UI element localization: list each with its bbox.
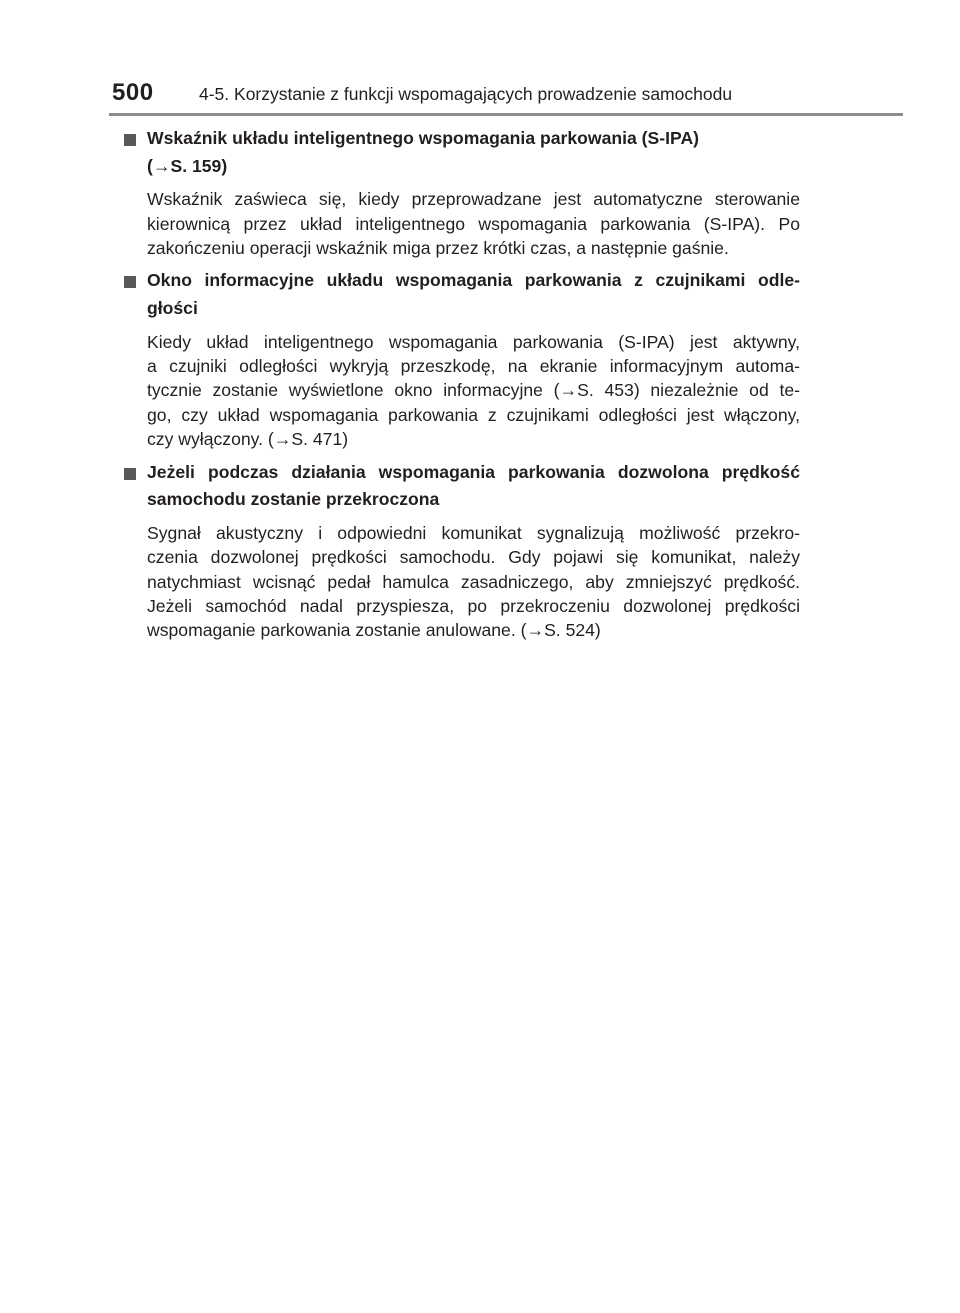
heading-line: (→S. 159) (147, 155, 228, 176)
section-title: 4-5. Korzystanie z funkcji wspomagających prowadzenie samochodu (199, 84, 733, 104)
square-bullet-icon (124, 134, 136, 146)
section-body (147, 187, 800, 260)
square-bullet-icon (124, 276, 136, 288)
body-line: Sygnał akustyczny i odpowiedni komunikat sygnalizują możliwość przekro- (147, 522, 800, 543)
page-header (112, 78, 902, 112)
section-body (147, 521, 800, 643)
body-line: czenia dozwolonej prędkości samochodu. Gdy pojawi się komunikat, należy (147, 547, 800, 568)
page-content (124, 125, 800, 650)
section-heading (147, 125, 800, 180)
body-line: czy wyłączony. (→S. 471) (147, 429, 349, 450)
heading-line: głości (147, 298, 198, 318)
body-line: wspomaganie parkowania zostanie anulowane. (→S. 524) (147, 620, 601, 641)
header-divider (109, 113, 903, 116)
section-heading (147, 459, 800, 514)
body-line: kierownicą przez układ inteligentnego wspomagania parkowania (S-IPA). Po (147, 213, 800, 234)
section-speed-exceeded (124, 459, 800, 643)
body-line: natychmiast wcisnąć pedał hamulca zasadniczego, aby zmniejszyć prędkość. (147, 571, 800, 592)
body-line: a czujniki odległości wykryją przeszkodę, na ekranie informacyjnym automa- (147, 356, 800, 376)
body-line: Jeżeli samochód nadal przyspiesza, po przekroczeniu dozwolonej prędkości (147, 596, 800, 617)
section-body (147, 330, 800, 452)
section-info-window (124, 267, 800, 451)
section-heading (147, 267, 800, 322)
section-s-ipa-indicator (124, 125, 800, 260)
page-number: 500 (112, 79, 154, 106)
heading-line: Okno informacyjne układu wspomagania parkowania z czujnikami odle- (147, 270, 800, 291)
body-line: tycznie zostanie wyświetlone okno informacyjne (→S. 453) niezależnie od te- (147, 380, 800, 401)
heading-line: Wskaźnik układu inteligentnego wspomagania parkowania (S-IPA) (147, 128, 700, 148)
body-line: Kiedy układ inteligentnego wspomagania parkowania (S-IPA) jest aktywny, (147, 331, 800, 352)
body-line: zakończeniu operacji wskaźnik miga przez krótki czas, a następnie gaśnie. (147, 238, 729, 258)
heading-line: Jeżeli podczas działania wspomagania parkowania dozwolona prędkość (147, 461, 800, 482)
square-bullet-icon (124, 468, 136, 480)
body-line: Wskaźnik zaświeca się, kiedy przeprowadzane jest automatyczne sterowanie (147, 189, 800, 210)
heading-line: samochodu zostanie przekroczona (147, 489, 440, 510)
body-line: go, czy układ wspomagania parkowania z czujnikami odległości jest włączony, (147, 404, 800, 425)
